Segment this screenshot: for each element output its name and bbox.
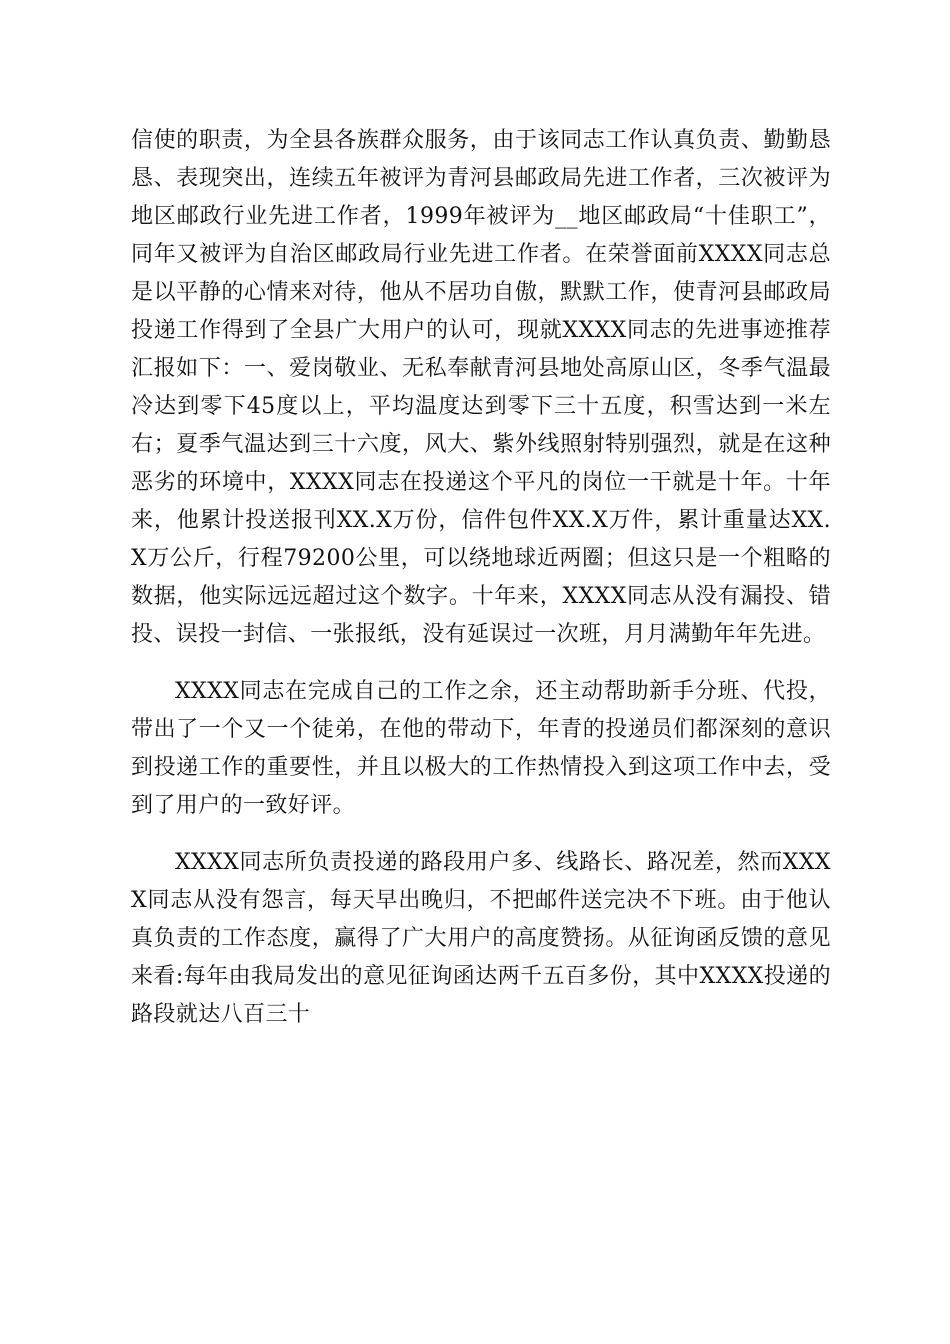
paragraph-3: XXXX同志所负责投递的路段用户多、线路长、路况差，然而XXXX同志从没有怨言，每天早出晚归，不把邮件送完决不下班。由于他认真负责的工作态度，赢得了广大用户的高度赞扬。从征询函反馈的意见来看:每年由我局发出的意见征询函达两千五百多份，其中XXXX投递的路段就达八百三十 [131, 850, 831, 1027]
document-body [131, 122, 831, 1053]
paragraph-2: XXXX同志在完成自己的工作之余，还主动帮助新手分班、代投，带出了一个又一个徒弟，在他的带动下，年青的投递员们都深刻的意识到投递工作的重要性，并且以极大的工作热情投入到这项工作中去，受到了用户的一致好评。 [131, 679, 831, 818]
paragraph-1: 信使的职责，为全县各族群众服务，由于该同志工作认真负责、勤勤恳恳、表现突出，连续五年被评为青河县邮政局先进工作者，三次被评为地区邮政行业先进工作者，1999年被评为__地区邮政局“十佳职工”，同年又被评为自治区邮政局行业先进工作者。在荣誉面前XXXX同志总是以平静的心情来对待，他从不居功自傲，默默工作，使青河县邮政局投递工作得到了全县广大用户的认可，现就XXXX同志的先进事迹推荐汇报如下：一、爱岗敬业、无私奉献青河县地处高原山区，冬季气温最冷达到零下45度以上，平均温度达到零下三十五度，积雪达到一米左右；夏季气温达到三十六度，风大、紫外线照射特别强烈，就是在这种恶劣的环境中，XXXX同志在投递这个平凡的岗位一干就是十年。十年来，他累计投送报刊XX.X万份，信件包件XX.X万件，累计重量达XX.X万公斤，行程79200公里，可以绕地球近两圈；但这只是一个粗略的数据，他实际远远超过这个数字。十年来，XXXX同志从没有漏投、错投、误投一封信、一张报纸，没有延误过一次班，月月满勤年年先进。 [131, 128, 831, 647]
